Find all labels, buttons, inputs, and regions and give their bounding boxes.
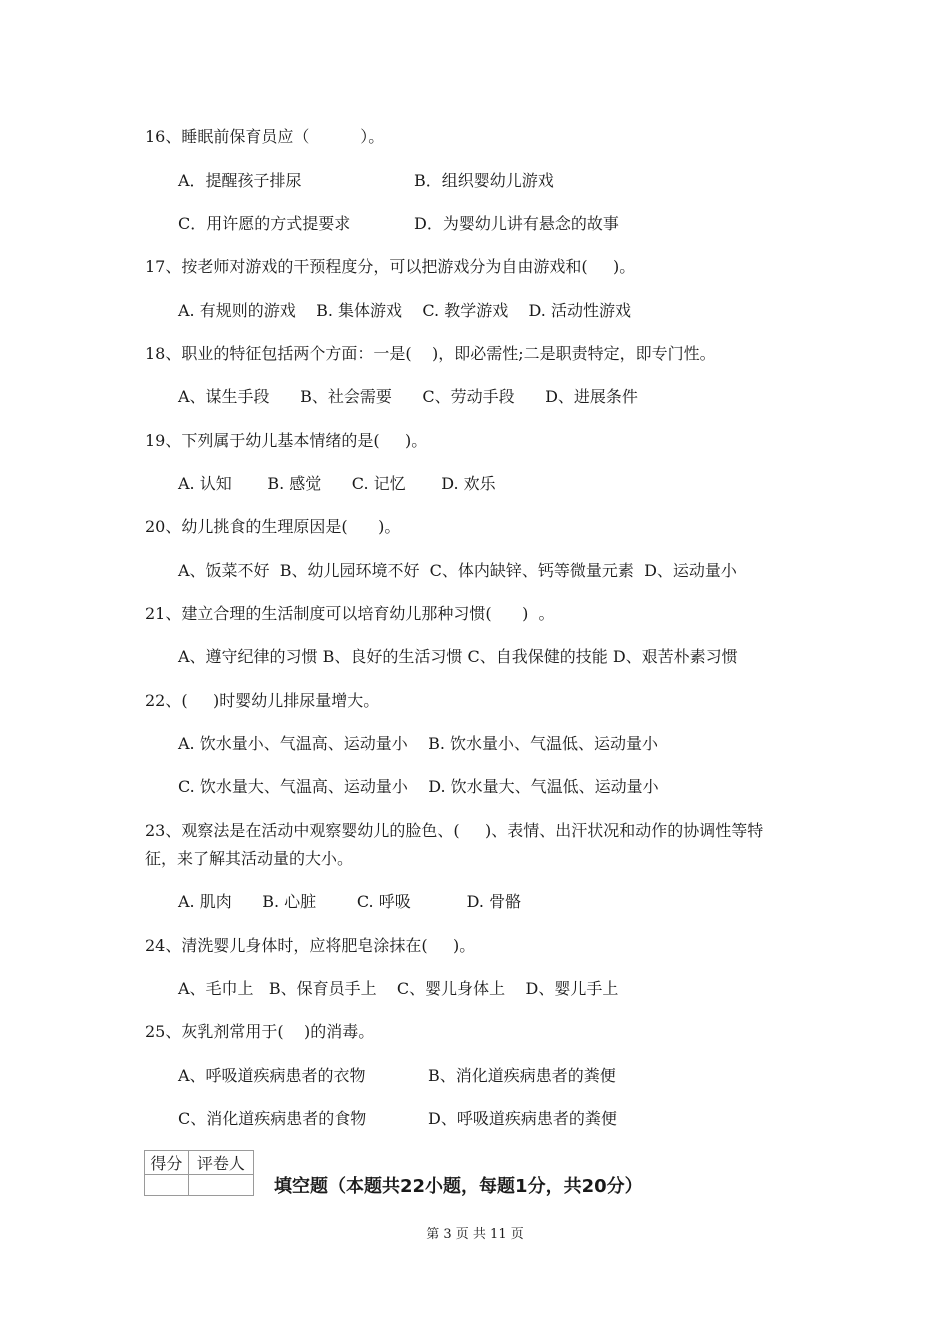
question-16-option-d: D．为婴幼儿讲有悬念的故事 — [414, 214, 619, 233]
question-25-option-a: A、呼吸道疾病患者的衣物 — [178, 1066, 366, 1085]
question-17-stem: 17、按老师对游戏的干预程度分，可以把游戏分为自由游戏和( )。 — [145, 257, 636, 276]
question-22-options-cd: C. 饮水量大、气温高、运动量小 D. 饮水量大、气温低、运动量小 — [178, 777, 659, 796]
question-20-stem: 20、幼儿挑食的生理原因是( )。 — [145, 517, 401, 536]
question-19-options: A. 认知 B. 感觉 C. 记忆 D. 欢乐 — [178, 474, 496, 493]
page-footer: 第 3 页 共 11 页 — [426, 1227, 524, 1242]
question-24-options: A、毛巾上 B、保育员手上 C、婴儿身体上 D、婴儿手上 — [178, 979, 619, 998]
question-21-stem: 21、建立合理的生活制度可以培育幼儿那种习惯( ) 。 — [145, 604, 555, 623]
score-label: 得分 — [145, 1151, 189, 1175]
question-22-options-ab: A. 饮水量小、气温高、运动量小 B. 饮水量小、气温低、运动量小 — [178, 734, 659, 753]
question-25-option-d: D、呼吸道疾病患者的粪便 — [428, 1109, 617, 1128]
question-23-options: A. 肌肉 B. 心脏 C. 呼吸 D. 骨骼 — [178, 892, 522, 911]
grader-cell — [188, 1175, 253, 1196]
question-25-option-b: B、消化道疾病患者的粪便 — [428, 1066, 616, 1085]
score-box — [144, 1150, 254, 1196]
question-25-option-c: C、消化道疾病患者的食物 — [178, 1109, 367, 1128]
question-24-stem: 24、清洗婴儿身体时，应将肥皂涂抹在( )。 — [145, 936, 476, 955]
question-21-options: A、遵守纪律的习惯 B、良好的生活习惯 C、自我保健的技能 D、艰苦朴素习惯 — [178, 647, 738, 666]
question-16-stem: 16、睡眠前保育员应（ ）。 — [145, 127, 385, 146]
question-18-options: A、谋生手段 B、社会需要 C、劳动手段 D、进展条件 — [178, 387, 638, 406]
question-20-options: A、饭菜不好 B、幼儿园环境不好 C、体内缺锌、钙等微量元素 D、运动量小 — [178, 561, 737, 580]
score-cell — [145, 1175, 189, 1196]
question-23-stem: 23、观察法是在活动中观察婴幼儿的脸色、( )、表情、出汗状况和动作的协调性等特 — [145, 821, 764, 840]
section-title: 填空题（本题共22小题，每题1分，共20分） — [274, 1176, 643, 1197]
question-25-stem: 25、灰乳剂常用于( )的消毒。 — [145, 1022, 375, 1041]
question-22-stem: 22、( )时婴幼儿排尿量增大。 — [145, 691, 380, 710]
question-23-stem-continued: 征，来了解其活动量的大小。 — [145, 849, 354, 868]
grader-label: 评卷人 — [188, 1151, 253, 1175]
question-16-option-a: A．提醒孩子排尿 — [178, 171, 302, 190]
question-17-options: A. 有规则的游戏 B. 集体游戏 C. 教学游戏 D. 活动性游戏 — [178, 301, 631, 320]
question-18-stem: 18、职业的特征包括两个方面：一是( )，即必需性;二是职责特定，即专门性。 — [145, 344, 716, 363]
question-19-stem: 19、下列属于幼儿基本情绪的是( )。 — [145, 431, 428, 450]
question-16-option-b: B．组织婴幼儿游戏 — [414, 171, 554, 190]
question-16-option-c: C．用许愿的方式提要求 — [178, 214, 351, 233]
